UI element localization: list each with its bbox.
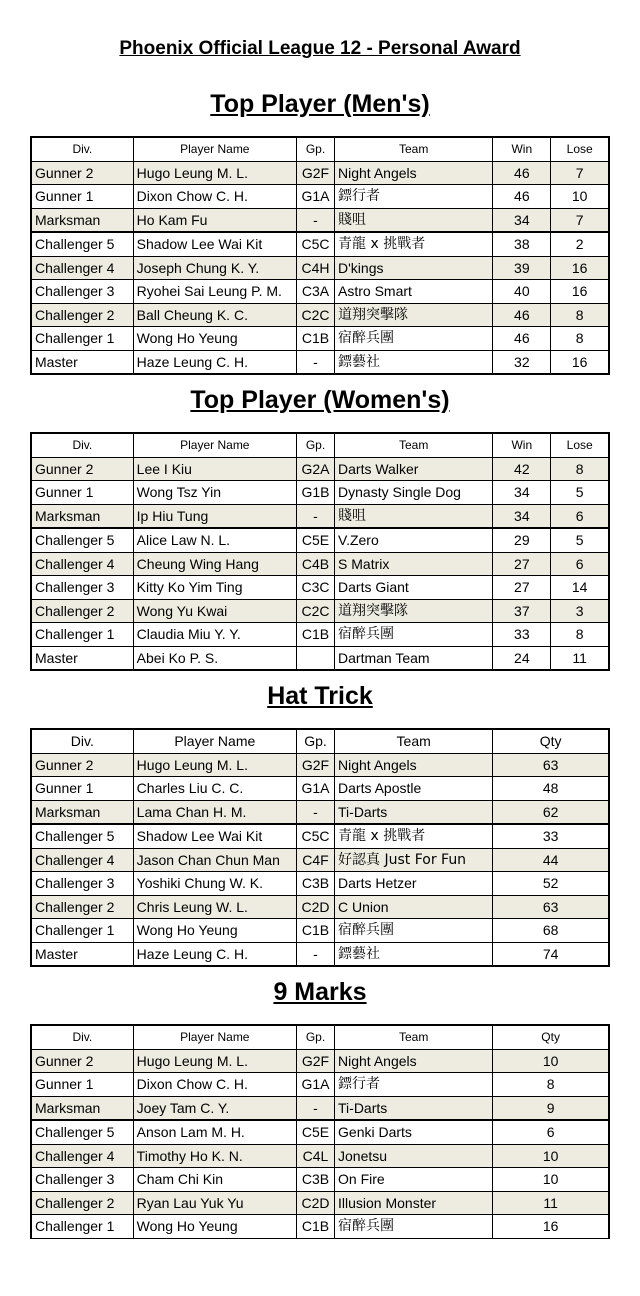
group-cell: - — [296, 800, 334, 824]
table-row — [31, 528, 609, 552]
table-row — [31, 208, 609, 232]
player-name-cell: Claudia Miu Y. Y. — [133, 623, 296, 647]
lose-cell: 6 — [551, 504, 609, 528]
table-row — [31, 232, 609, 256]
division-cell: Challenger 1 — [31, 919, 133, 943]
column-header: Win — [493, 137, 551, 161]
team-cell: Darts Walker — [335, 457, 493, 481]
column-header: Player Name — [133, 729, 296, 753]
player-name-cell: Kitty Ko Yim Ting — [133, 576, 296, 600]
table-row — [31, 256, 609, 280]
group-cell: G1A — [296, 777, 334, 801]
team-cell: Darts Hetzer — [335, 872, 493, 896]
win-cell: 24 — [493, 646, 551, 670]
team-cell: S Matrix — [335, 552, 493, 576]
division-cell: Challenger 4 — [31, 1144, 133, 1168]
column-header: Player Name — [133, 1025, 296, 1049]
table-row — [31, 919, 609, 943]
lose-cell: 5 — [551, 528, 609, 552]
win-cell: 44 — [493, 848, 609, 872]
group-cell: C2C — [296, 303, 334, 327]
win-cell: 33 — [493, 623, 551, 647]
player-name-cell: Anson Lam M. H. — [133, 1120, 296, 1144]
division-cell: Challenger 1 — [31, 327, 133, 351]
division-cell: Challenger 5 — [31, 232, 133, 256]
table-row — [31, 623, 609, 647]
team-cell: Genki Darts — [335, 1120, 493, 1144]
table-row — [31, 481, 609, 505]
table-row — [31, 800, 609, 824]
table-row — [31, 303, 609, 327]
table-row — [31, 1120, 609, 1144]
division-cell: Marksman — [31, 208, 133, 232]
player-name-cell: Dixon Chow C. H. — [133, 185, 296, 209]
group-cell: C5E — [296, 1120, 334, 1144]
column-header: Div. — [31, 137, 133, 161]
group-cell: G1A — [296, 1073, 334, 1097]
table-row — [31, 1073, 609, 1097]
player-name-cell: Wong Ho Yeung — [133, 327, 296, 351]
lose-cell: 16 — [551, 350, 609, 374]
lose-cell: 16 — [551, 280, 609, 304]
team-cell: V.Zero — [335, 528, 493, 552]
table-row — [31, 552, 609, 576]
team-cell: 鏢行者 — [335, 1073, 493, 1097]
group-cell: G1A — [296, 185, 334, 209]
column-header: Team — [335, 1025, 493, 1049]
column-header: Div. — [31, 1025, 133, 1049]
lose-cell: 8 — [551, 327, 609, 351]
column-header: Lose — [551, 433, 609, 457]
win-cell: 32 — [493, 350, 551, 374]
division-cell: Challenger 5 — [31, 824, 133, 848]
table-row — [31, 777, 609, 801]
lose-cell: 6 — [551, 552, 609, 576]
division-cell: Challenger 2 — [31, 599, 133, 623]
team-cell: Darts Giant — [335, 576, 493, 600]
section-title: 9 Marks — [273, 978, 367, 1006]
group-cell — [296, 646, 334, 670]
win-cell: 46 — [493, 185, 551, 209]
win-cell: 40 — [493, 280, 551, 304]
team-cell: 鏢藝社 — [335, 942, 493, 966]
group-cell: - — [296, 504, 334, 528]
column-header: Team — [335, 729, 493, 753]
team-cell: Darts Apostle — [335, 777, 493, 801]
win-cell: 34 — [493, 504, 551, 528]
group-cell: C2D — [296, 895, 334, 919]
division-cell: Challenger 3 — [31, 872, 133, 896]
division-cell: Master — [31, 942, 133, 966]
award-table — [30, 136, 610, 375]
document-title: Phoenix Official League 12 - Personal Award — [119, 38, 521, 59]
win-cell: 34 — [493, 481, 551, 505]
table-row — [31, 895, 609, 919]
division-cell: Gunner 2 — [31, 753, 133, 777]
team-cell: Night Angels — [335, 753, 493, 777]
team-cell: Night Angels — [335, 1049, 493, 1073]
team-cell: D'kings — [335, 256, 493, 280]
group-cell: G2F — [296, 1049, 334, 1073]
win-cell: 52 — [493, 872, 609, 896]
column-header: Qty — [493, 1025, 609, 1049]
table-row — [31, 350, 609, 374]
column-header: Player Name — [133, 433, 296, 457]
player-name-cell: Shadow Lee Wai Kit — [133, 232, 296, 256]
player-name-cell: Lama Chan H. M. — [133, 800, 296, 824]
team-cell: 青龍 x 挑戰者 — [335, 824, 493, 848]
division-cell: Challenger 5 — [31, 1120, 133, 1144]
win-cell: 11 — [493, 1191, 609, 1215]
division-cell: Gunner 2 — [31, 457, 133, 481]
group-cell: C3A — [296, 280, 334, 304]
table-row — [31, 504, 609, 528]
lose-cell: 5 — [551, 481, 609, 505]
win-cell: 29 — [493, 528, 551, 552]
win-cell: 38 — [493, 232, 551, 256]
lose-cell: 7 — [551, 161, 609, 185]
group-cell: C1B — [296, 1215, 334, 1239]
table-row — [31, 1215, 609, 1239]
player-name-cell: Ho Kam Fu — [133, 208, 296, 232]
division-cell: Challenger 1 — [31, 623, 133, 647]
player-name-cell: Alice Law N. L. — [133, 528, 296, 552]
group-cell: C1B — [296, 327, 334, 351]
group-cell: C4F — [296, 848, 334, 872]
column-header: Div. — [31, 729, 133, 753]
group-cell: - — [296, 208, 334, 232]
table-row — [31, 646, 609, 670]
table-row — [31, 327, 609, 351]
group-cell: C5E — [296, 528, 334, 552]
group-cell: C2C — [296, 599, 334, 623]
team-cell: 宿醉兵團 — [335, 623, 493, 647]
division-cell: Challenger 2 — [31, 1191, 133, 1215]
lose-cell: 2 — [551, 232, 609, 256]
group-cell: C5C — [296, 824, 334, 848]
group-cell: - — [296, 942, 334, 966]
lose-cell: 8 — [551, 303, 609, 327]
division-cell: Gunner 1 — [31, 777, 133, 801]
team-cell: 鏢行者 — [335, 185, 493, 209]
player-name-cell: Ryan Lau Yuk Yu — [133, 1191, 296, 1215]
team-cell: Dartman Team — [335, 646, 493, 670]
column-header: Lose — [551, 137, 609, 161]
column-header: Team — [335, 137, 493, 161]
team-cell: On Fire — [335, 1168, 493, 1192]
division-cell: Challenger 1 — [31, 1215, 133, 1239]
player-name-cell: Yoshiki Chung W. K. — [133, 872, 296, 896]
group-cell: G2F — [296, 161, 334, 185]
team-cell: 鏢藝社 — [335, 350, 493, 374]
player-name-cell: Charles Liu C. C. — [133, 777, 296, 801]
team-cell: 青龍 x 挑戰者 — [335, 232, 493, 256]
group-cell: C3B — [296, 1168, 334, 1192]
player-name-cell: Wong Tsz Yin — [133, 481, 296, 505]
column-header: Team — [335, 433, 493, 457]
team-cell: Ti-Darts — [335, 800, 493, 824]
group-cell: G2F — [296, 753, 334, 777]
win-cell: 63 — [493, 753, 609, 777]
table-row — [31, 753, 609, 777]
win-cell: 74 — [493, 942, 609, 966]
column-header: Gp. — [296, 1025, 334, 1049]
team-cell: C Union — [335, 895, 493, 919]
award-table — [30, 1024, 610, 1239]
team-cell: 好認真 Just For Fun — [335, 848, 493, 872]
division-cell: Master — [31, 350, 133, 374]
award-table — [30, 432, 610, 671]
table-row — [31, 848, 609, 872]
lose-cell: 3 — [551, 599, 609, 623]
player-name-cell: Chris Leung W. L. — [133, 895, 296, 919]
group-cell: G2A — [296, 457, 334, 481]
group-cell: C2D — [296, 1191, 334, 1215]
award-table — [30, 728, 610, 967]
player-name-cell: Lee I Kiu — [133, 457, 296, 481]
table-row — [31, 1144, 609, 1168]
player-name-cell: Shadow Lee Wai Kit — [133, 824, 296, 848]
player-name-cell: Ryohei Sai Leung P. M. — [133, 280, 296, 304]
column-header: Gp. — [296, 137, 334, 161]
division-cell: Challenger 4 — [31, 552, 133, 576]
team-cell: Dynasty Single Dog — [335, 481, 493, 505]
table-row — [31, 942, 609, 966]
team-cell: 宿醉兵團 — [335, 1215, 493, 1239]
column-header: Player Name — [133, 137, 296, 161]
table-row — [31, 457, 609, 481]
win-cell: 63 — [493, 895, 609, 919]
player-name-cell: Wong Yu Kwai — [133, 599, 296, 623]
division-cell: Challenger 4 — [31, 256, 133, 280]
division-cell: Gunner 1 — [31, 185, 133, 209]
division-cell: Gunner 1 — [31, 1073, 133, 1097]
lose-cell: 8 — [551, 457, 609, 481]
division-cell: Marksman — [31, 504, 133, 528]
win-cell: 10 — [493, 1144, 609, 1168]
division-cell: Marksman — [31, 800, 133, 824]
table-row — [31, 1191, 609, 1215]
column-header: Gp. — [296, 433, 334, 457]
division-cell: Gunner 2 — [31, 161, 133, 185]
win-cell: 10 — [493, 1168, 609, 1192]
win-cell: 46 — [493, 161, 551, 185]
division-cell: Challenger 3 — [31, 280, 133, 304]
division-cell: Challenger 2 — [31, 303, 133, 327]
table-row — [31, 161, 609, 185]
player-name-cell: Abei Ko P. S. — [133, 646, 296, 670]
team-cell: 宿醉兵團 — [335, 919, 493, 943]
player-name-cell: Timothy Ho K. N. — [133, 1144, 296, 1168]
lose-cell: 8 — [551, 623, 609, 647]
table-row — [31, 576, 609, 600]
table-row — [31, 872, 609, 896]
player-name-cell: Haze Leung C. H. — [133, 942, 296, 966]
win-cell: 68 — [493, 919, 609, 943]
table-row — [31, 185, 609, 209]
player-name-cell: Cheung Wing Hang — [133, 552, 296, 576]
table-row — [31, 1049, 609, 1073]
team-cell: Jonetsu — [335, 1144, 493, 1168]
column-header: Div. — [31, 433, 133, 457]
column-header: Win — [493, 433, 551, 457]
win-cell: 46 — [493, 303, 551, 327]
group-cell: C4H — [296, 256, 334, 280]
group-cell: C1B — [296, 623, 334, 647]
group-cell: C4B — [296, 552, 334, 576]
team-cell: Ti-Darts — [335, 1096, 493, 1120]
lose-cell: 16 — [551, 256, 609, 280]
division-cell: Challenger 5 — [31, 528, 133, 552]
group-cell: - — [296, 1096, 334, 1120]
team-cell: 賤咀 — [335, 504, 493, 528]
division-cell: Gunner 1 — [31, 481, 133, 505]
win-cell: 8 — [493, 1073, 609, 1097]
group-cell: G1B — [296, 481, 334, 505]
lose-cell: 10 — [551, 185, 609, 209]
division-cell: Challenger 3 — [31, 1168, 133, 1192]
win-cell: 62 — [493, 800, 609, 824]
win-cell: 33 — [493, 824, 609, 848]
division-cell: Marksman — [31, 1096, 133, 1120]
win-cell: 34 — [493, 208, 551, 232]
division-cell: Gunner 2 — [31, 1049, 133, 1073]
win-cell: 46 — [493, 327, 551, 351]
team-cell: 道翔突擊隊 — [335, 303, 493, 327]
win-cell: 39 — [493, 256, 551, 280]
group-cell: C1B — [296, 919, 334, 943]
win-cell: 37 — [493, 599, 551, 623]
section-title: Hat Trick — [267, 682, 373, 710]
table-row — [31, 599, 609, 623]
section-title: Top Player (Women's) — [190, 386, 450, 414]
player-name-cell: Wong Ho Yeung — [133, 1215, 296, 1239]
player-name-cell: Joseph Chung K. Y. — [133, 256, 296, 280]
player-name-cell: Ip Hiu Tung — [133, 504, 296, 528]
win-cell: 16 — [493, 1215, 609, 1239]
team-cell: 宿醉兵團 — [335, 327, 493, 351]
group-cell: - — [296, 350, 334, 374]
win-cell: 48 — [493, 777, 609, 801]
player-name-cell: Ball Cheung K. C. — [133, 303, 296, 327]
table-row — [31, 280, 609, 304]
team-cell: Night Angels — [335, 161, 493, 185]
group-cell: C3B — [296, 872, 334, 896]
team-cell: 賤咀 — [335, 208, 493, 232]
win-cell: 27 — [493, 576, 551, 600]
player-name-cell: Hugo Leung M. L. — [133, 161, 296, 185]
lose-cell: 11 — [551, 646, 609, 670]
division-cell: Master — [31, 646, 133, 670]
player-name-cell: Hugo Leung M. L. — [133, 1049, 296, 1073]
player-name-cell: Jason Chan Chun Man — [133, 848, 296, 872]
team-cell: 道翔突擊隊 — [335, 599, 493, 623]
win-cell: 9 — [493, 1096, 609, 1120]
table-row — [31, 824, 609, 848]
player-name-cell: Haze Leung C. H. — [133, 350, 296, 374]
player-name-cell: Wong Ho Yeung — [133, 919, 296, 943]
win-cell: 10 — [493, 1049, 609, 1073]
column-header: Gp. — [296, 729, 334, 753]
division-cell: Challenger 3 — [31, 576, 133, 600]
win-cell: 6 — [493, 1120, 609, 1144]
player-name-cell: Dixon Chow C. H. — [133, 1073, 296, 1097]
division-cell: Challenger 4 — [31, 848, 133, 872]
group-cell: C5C — [296, 232, 334, 256]
division-cell: Challenger 2 — [31, 895, 133, 919]
team-cell: Astro Smart — [335, 280, 493, 304]
column-header: Qty — [493, 729, 609, 753]
group-cell: C4L — [296, 1144, 334, 1168]
table-row — [31, 1096, 609, 1120]
player-name-cell: Cham Chi Kin — [133, 1168, 296, 1192]
team-cell: Illusion Monster — [335, 1191, 493, 1215]
player-name-cell: Joey Tam C. Y. — [133, 1096, 296, 1120]
win-cell: 27 — [493, 552, 551, 576]
table-row — [31, 1168, 609, 1192]
player-name-cell: Hugo Leung M. L. — [133, 753, 296, 777]
lose-cell: 7 — [551, 208, 609, 232]
group-cell: C3C — [296, 576, 334, 600]
lose-cell: 14 — [551, 576, 609, 600]
section-title: Top Player (Men's) — [210, 90, 430, 118]
win-cell: 42 — [493, 457, 551, 481]
